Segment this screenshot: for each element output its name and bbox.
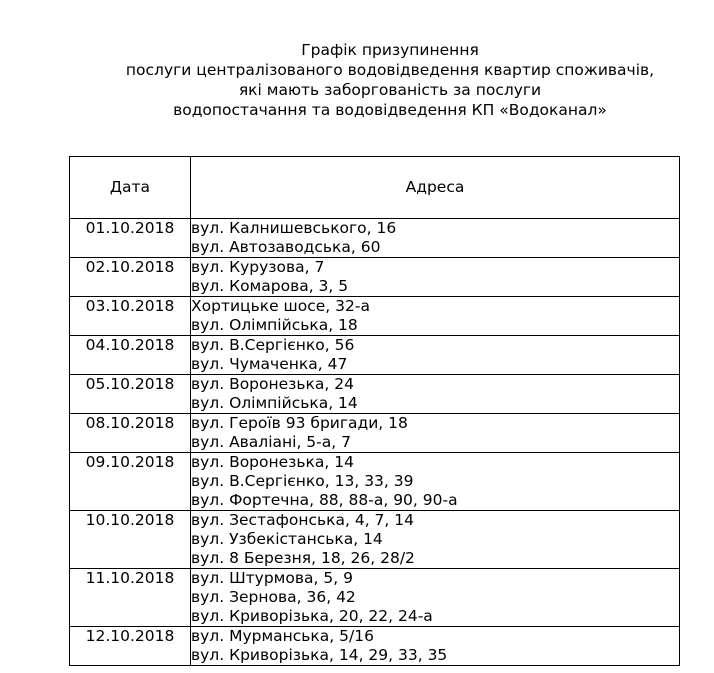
table-row (70, 375, 680, 414)
row-addresses (191, 219, 680, 258)
address-line: вул. В.Сергієнко, 56 (191, 336, 355, 354)
address-line: вул. Олімпійська, 14 (191, 394, 358, 412)
address-line: вул. Криворізька, 14, 29, 33, 35 (191, 646, 448, 664)
address-line: вул. Героїв 93 бригади, 18 (191, 414, 408, 432)
row-addresses (191, 258, 680, 297)
title-line: послуги централізованого водовідведення квартир споживачів, (125, 61, 655, 79)
row-date: 12.10.2018 (70, 627, 191, 666)
address-line: вул. В.Сергієнко, 13, 33, 39 (191, 472, 414, 490)
address-line: вул. Узбекістанська, 14 (191, 530, 383, 548)
address-line: вул. Олімпійська, 18 (191, 316, 358, 334)
address-line: вул. Воронезька, 24 (191, 375, 354, 393)
address-line: вул. Курузова, 7 (191, 258, 325, 276)
row-date: 02.10.2018 (70, 258, 191, 297)
address-line: вул. Чумаченка, 47 (191, 355, 348, 373)
row-date: 04.10.2018 (70, 336, 191, 375)
address-line: вул. Фортечна, 88, 88-а, 90, 90-а (191, 491, 458, 509)
address-line: вул. Комарова, 3, 5 (191, 277, 349, 295)
title-line: водопостачання та водовідведення КП «Водоканал» (173, 101, 607, 119)
title-line: які мають заборгованість за послуги (238, 81, 542, 99)
header-date: Дата (70, 157, 191, 219)
table-body (70, 219, 680, 666)
row-date: 11.10.2018 (70, 569, 191, 627)
table-row (70, 569, 680, 627)
table-row (70, 336, 680, 375)
table-row (70, 511, 680, 569)
address-line: вул. Калнишевського, 16 (191, 219, 397, 237)
row-addresses (191, 375, 680, 414)
address-line: вул. Криворізька, 20, 22, 24-а (191, 607, 433, 625)
table-header-row (70, 157, 680, 219)
row-date: 08.10.2018 (70, 414, 191, 453)
address-line: вул. Зестафонська, 4, 7, 14 (191, 511, 414, 529)
row-addresses (191, 453, 680, 511)
row-addresses (191, 627, 680, 666)
table-row (70, 453, 680, 511)
table-row (70, 258, 680, 297)
schedule-table (69, 156, 680, 666)
row-addresses (191, 511, 680, 569)
title-line: Графік призупинення (301, 41, 479, 59)
table-row (70, 297, 680, 336)
table-row (70, 219, 680, 258)
row-date: 01.10.2018 (70, 219, 191, 258)
row-addresses (191, 336, 680, 375)
row-addresses (191, 297, 680, 336)
row-date: 09.10.2018 (70, 453, 191, 511)
row-date: 03.10.2018 (70, 297, 191, 336)
address-line: вул. Воронезька, 14 (191, 453, 354, 471)
row-date: 10.10.2018 (70, 511, 191, 569)
table-row (70, 414, 680, 453)
address-line: вул. 8 Березня, 18, 26, 28/2 (191, 549, 415, 567)
row-addresses (191, 569, 680, 627)
address-line: вул. Зернова, 36, 42 (191, 588, 356, 606)
table-row (70, 627, 680, 666)
address-line: вул. Мурманська, 5/16 (191, 627, 374, 645)
address-line: вул. Автозаводська, 60 (191, 238, 381, 256)
header-address: Адреса (191, 157, 680, 219)
document-title (0, 40, 714, 120)
address-line: вул. Штурмова, 5, 9 (191, 569, 353, 587)
address-line: вул. Аваліані, 5-а, 7 (191, 433, 351, 451)
address-line: Хортицьке шосе, 32-а (191, 297, 370, 315)
row-date: 05.10.2018 (70, 375, 191, 414)
row-addresses (191, 414, 680, 453)
